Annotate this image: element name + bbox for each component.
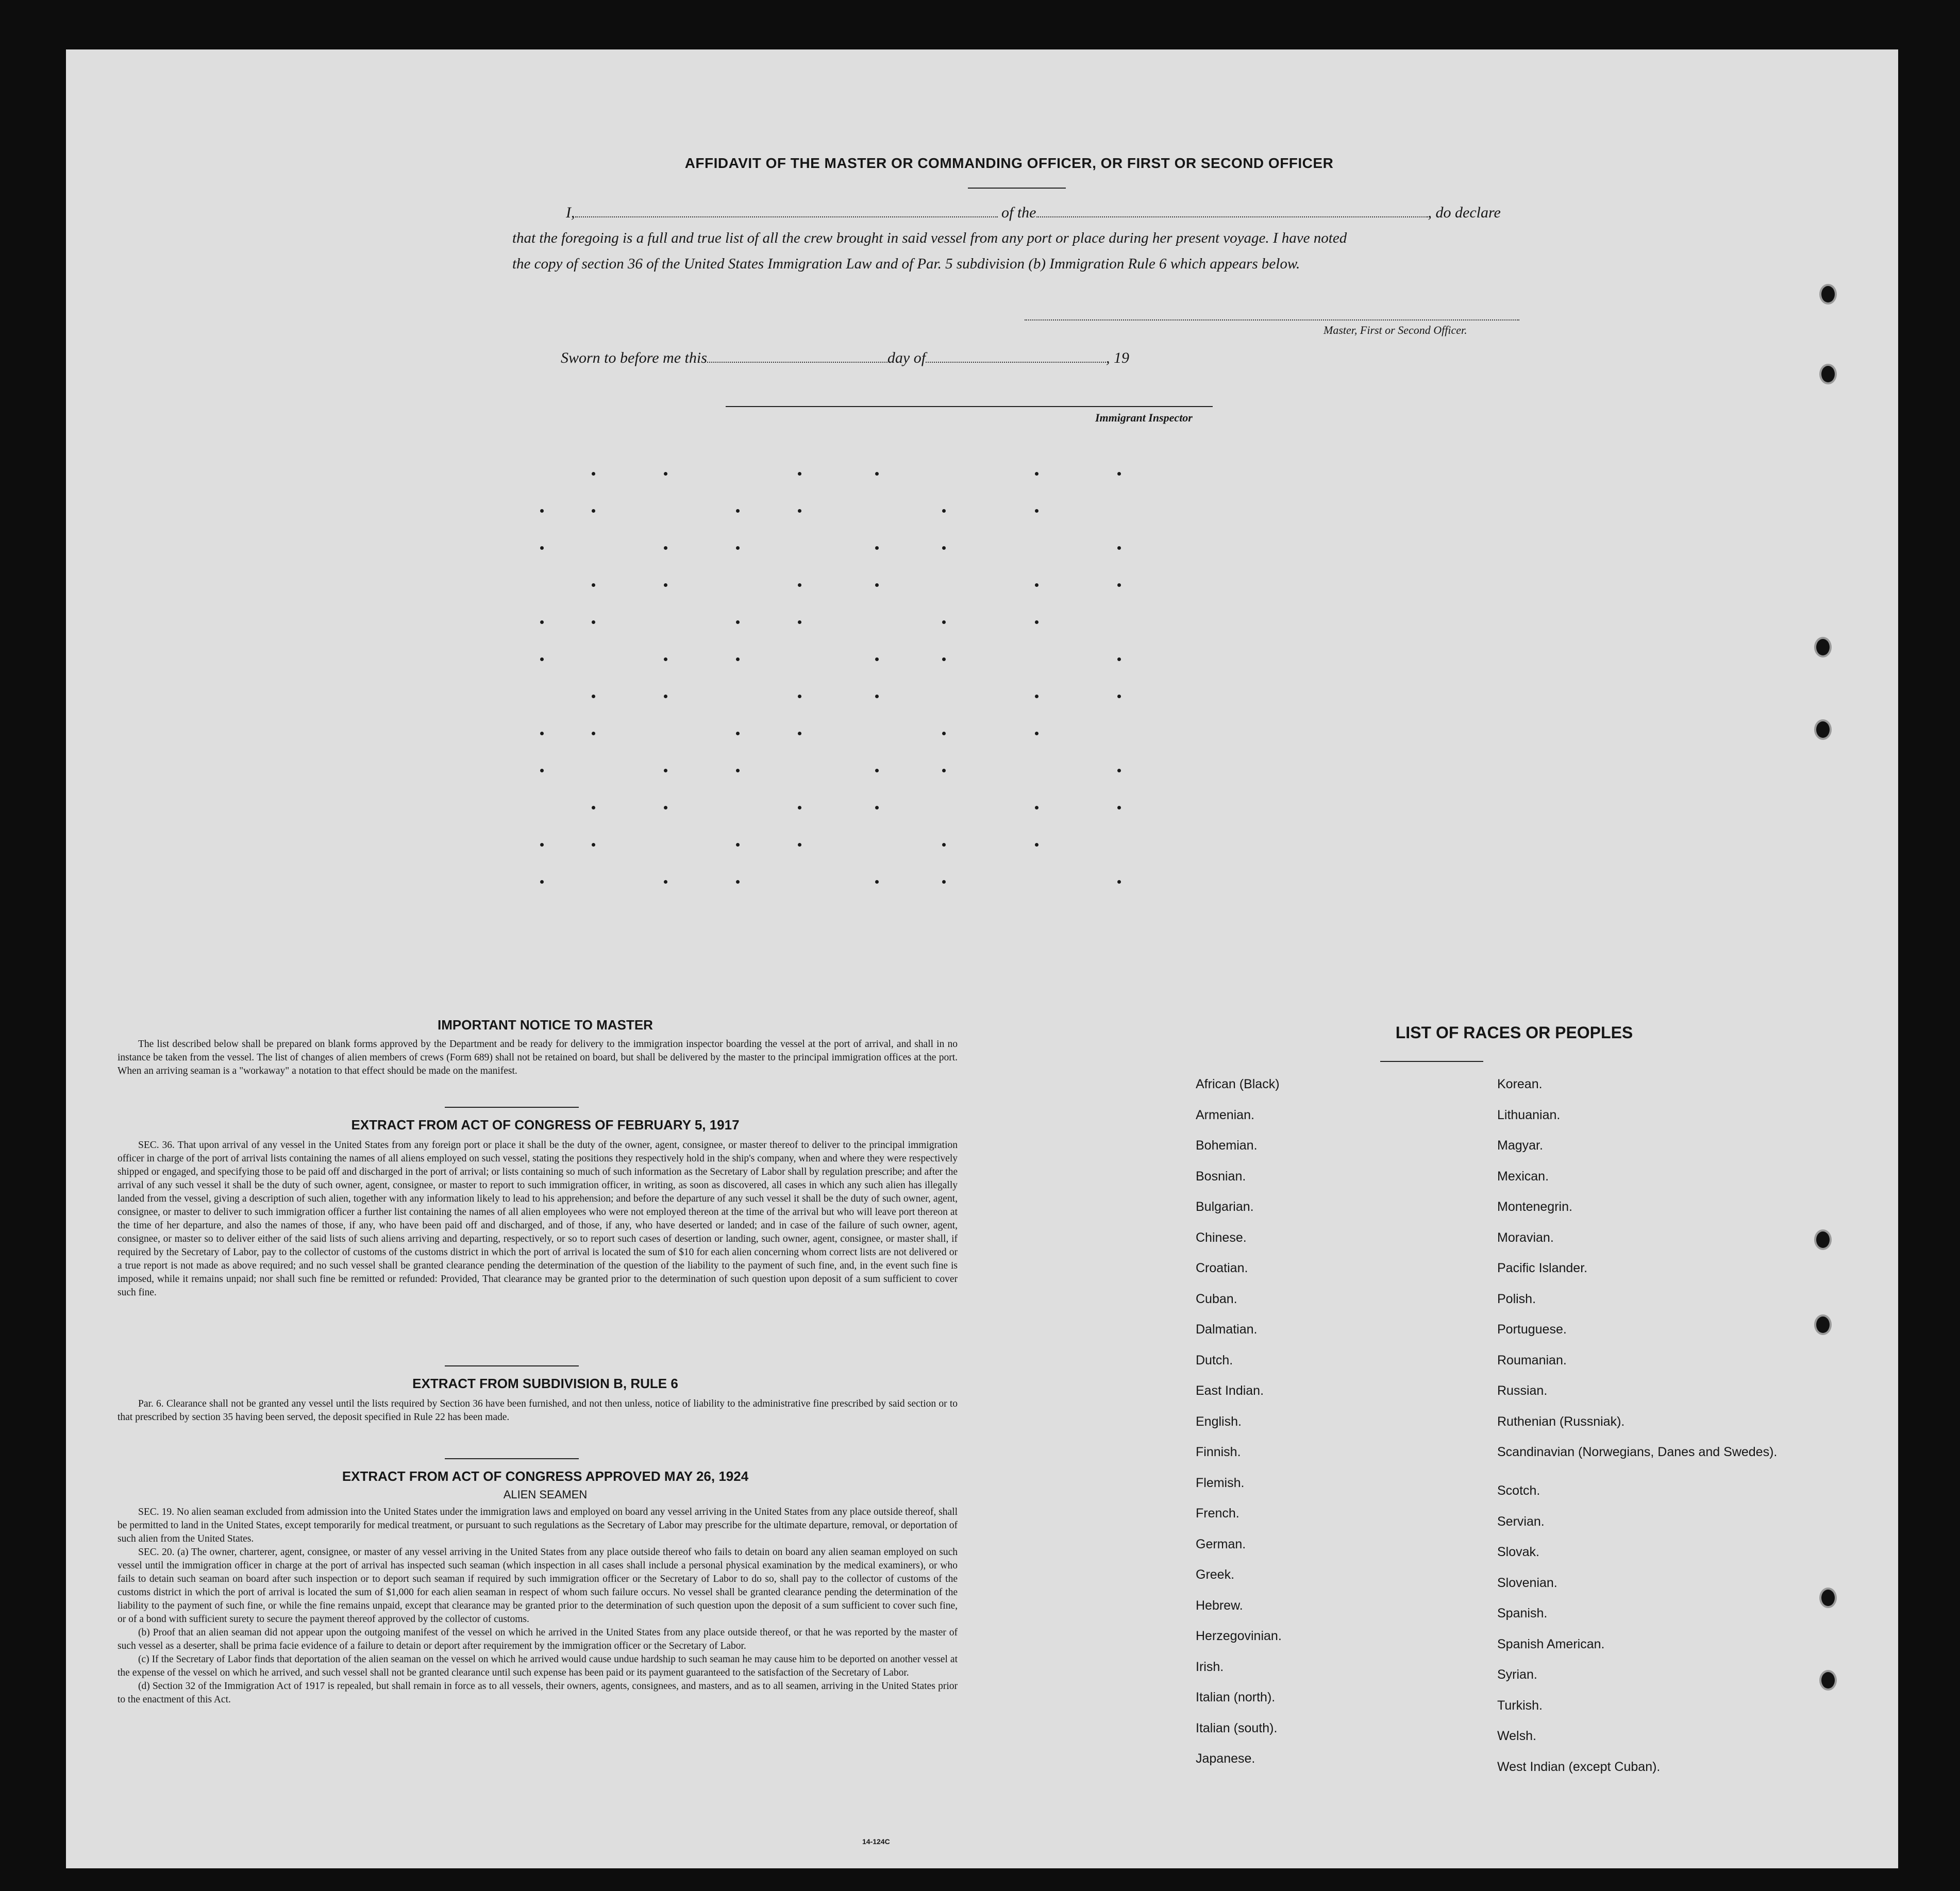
- stray-dot: [942, 732, 946, 735]
- stray-dot: [1035, 843, 1038, 847]
- stray-dot: [875, 695, 879, 698]
- stray-dot: [875, 769, 879, 772]
- stray-dot: [942, 509, 946, 513]
- affidavit-line-2: that the foregoing is a full and true list of all the crew brought in said vessel from any port or place during her present voyage. I have noted: [512, 230, 1347, 246]
- stray-dot: [540, 843, 544, 847]
- inspector-signature-line[interactable]: [726, 406, 1213, 407]
- stray-dot: [592, 732, 595, 735]
- stray-dot: [540, 732, 544, 735]
- stray-dot: [798, 843, 801, 847]
- race-item: Portuguese.: [1497, 1322, 1567, 1337]
- extract-1917-paragraph: SEC. 36. That upon arrival of any vessel in the United States from any foreign port or place it shall be the duty of the owner, agent, consignee, or master thereof to deliver to the principal immigration officer in charge of the port of arrival lists containing the names of all aliens employed on such vessel, stating the positions they respectively hold in the ship's company, when and where they were respectively shipped or engaged, and specifying those to be paid off and discharged in the port of arrival; or lists containing so much of such information as the Secretary of Labor shall by regulation prescribe; and after the arrival of any such vessel it shall be the duty of such owner, agent, consignee, or master to report to such immigration officer, in writing, as soon as discovered, all cases in which any such alien has illegally landed from the vessel, giving a description of such alien, together with any information likely to lead to his apprehension; and before the departure of any such vessel it shall be the duty of such owner, agent, consignee, or master to deliver to such immigration officer a further list containing the names of all alien employees who were not employed thereon at the time of the arrival but who will leave port thereon at the time of her departure, and also the names of those, if any, who have been paid off and discharged, and of those, if any, who have deserted or landed; and in case of the failure of such owner, agent, consignee, or master so to deliver either of the said lists of such aliens arriving and departing, respectively, or so to report such cases of desertion or landing, such owner, agent, consignee, or master shall, if required by the Secretary of Labor, pay to the collector of customs of the customs district in which the port of arrival is located the sum of $10 for each alien concerning whom correct lists are not delivered or a true report is not made as above required; and no such vessel shall be granted clearance pending the determination of the question of the liability to the payment of such fine, and, in the event such fine is imposed, while it remains unpaid; nor shall such fine be remitted or refunded: Provided, That clearance may be granted prior to the determination of such question upon deposit of a sum sufficient to cover such fine.: [118, 1140, 958, 1298]
- extract-1924-title: EXTRACT FROM ACT OF CONGRESS APPROVED MAY 26, 1924: [342, 1468, 749, 1484]
- binder-hole: [1819, 284, 1837, 305]
- stray-dot: [664, 769, 667, 772]
- race-item: Italian (south).: [1196, 1720, 1278, 1735]
- stray-dot: [1035, 732, 1038, 735]
- race-item: Bosnian.: [1196, 1169, 1246, 1184]
- declarant-name-field[interactable]: [575, 216, 998, 217]
- stray-dot: [664, 806, 667, 809]
- stray-dot: [592, 583, 595, 587]
- stray-dot: [664, 695, 667, 698]
- affidavit-of-the-label: of the: [1001, 204, 1036, 221]
- binder-hole: [1814, 637, 1832, 657]
- binder-hole: [1819, 1670, 1837, 1691]
- inspector-caption: Immigrant Inspector: [1095, 411, 1193, 424]
- alien-seamen-subtitle: ALIEN SEAMEN: [503, 1488, 588, 1501]
- stray-dot: [1035, 620, 1038, 624]
- stray-dot: [664, 546, 667, 550]
- divider-3: [445, 1458, 579, 1459]
- binder-hole: [1819, 1588, 1837, 1608]
- stray-dot: [540, 769, 544, 772]
- extract-rule6-paragraph: Par. 6. Clearance shall not be granted any vessel until the lists required by Section 36 have been furnished, and not then unless, notice of liability to the administrative fine prescribed by said section or to that prescribed by section 35 having been served, the deposit specified in Rule 22 has been made.: [118, 1398, 958, 1423]
- affidavit-line-3: the copy of section 36 of the United States Immigration Law and of Par. 5 subdivision (b) Immigration Rule 6 which appears below.: [512, 256, 1300, 272]
- extract-1924-paragraphs: [118, 1506, 958, 1707]
- sec-20d: (d) Section 32 of the Immigration Act of 1917 is repealed, but shall remain in force as to all vessels, their owners, agents, consignees, and masters, and as to all seamen, arriving in the United States prior to the enactment of this Act.: [118, 1681, 958, 1705]
- stray-dot: [1035, 583, 1038, 587]
- stray-dot: [592, 620, 595, 624]
- stray-dot: [798, 806, 801, 809]
- stray-dot: [1035, 695, 1038, 698]
- stray-dot: [1117, 880, 1121, 884]
- stray-dot: [592, 695, 595, 698]
- extract-rule6-title: EXTRACT FROM SUBDIVISION B, RULE 6: [412, 1376, 678, 1391]
- sec-20a: SEC. 20. (a) The owner, charterer, agent, consignee, or master of any vessel arriving in the United States from any place outside thereof who fails to detain on board any alien seaman employed on such vessel until the immigration officer in charge at the port of arrival has inspected such seaman (which inspection in all cases shall include a personal physical examination by the medical examiners), or who fails to detain such seaman on board after such inspection or to deport such seaman if required by such immigration officer or the Secretary of Labor to do so, shall pay to the collector of customs of the customs district in which the port of arrival is located the sum of $1,000 for each alien seaman in respect of whom such failure occurs. No vessel shall be granted clearance pending the determination of the liability to the payment of such fine, or while the fine remains unpaid, except that clearance may be granted prior to the determination of such question upon the deposit of a sum sufficient to cover such fine, or of a bond with sufficient surety to secure the payment thereof approved by the collector of customs.: [118, 1547, 958, 1625]
- stray-dot: [798, 583, 801, 587]
- race-item: English.: [1196, 1414, 1242, 1429]
- stray-dot: [736, 546, 740, 550]
- race-item: Slovenian.: [1497, 1575, 1557, 1590]
- sworn-line: [561, 349, 1129, 367]
- race-item: Ruthenian (Russniak).: [1497, 1414, 1625, 1429]
- binder-hole: [1814, 1314, 1832, 1335]
- race-item: Moravian.: [1497, 1230, 1554, 1245]
- races-right-column: [1497, 1076, 1827, 1789]
- stray-dot: [664, 472, 667, 476]
- stray-dot: [1117, 806, 1121, 809]
- race-item: Turkish.: [1497, 1698, 1543, 1713]
- extract-1917-title: EXTRACT FROM ACT OF CONGRESS OF FEBRUARY 5, 1917: [351, 1117, 740, 1133]
- sec-19: SEC. 19. No alien seaman excluded from admission into the United States under the immigration laws and employed on board any vessel arriving in the United States from any place outside thereof, shall be permitted to land in the United States, except temporarily for medical treatment, or pursuant to such regulations as the Secretary of Labor may prescribe for the ultimate departure, removal, or deportation of such alien from the United States.: [118, 1507, 958, 1544]
- stray-dot: [1117, 657, 1121, 661]
- race-item: Herzegovinian.: [1196, 1629, 1282, 1643]
- race-item: Korean.: [1497, 1077, 1543, 1091]
- stray-dot: [875, 657, 879, 661]
- stray-dot: [1117, 695, 1121, 698]
- document-sheet: [66, 49, 1898, 1868]
- stray-dot: [1035, 472, 1038, 476]
- stray-dot: [798, 695, 801, 698]
- stray-dot: [798, 472, 801, 476]
- stray-dot: [736, 732, 740, 735]
- stray-dot: [540, 509, 544, 513]
- race-item: Bulgarian.: [1196, 1200, 1254, 1214]
- race-item: Mexican.: [1497, 1169, 1549, 1184]
- stray-dot: [1035, 509, 1038, 513]
- stray-dot: [592, 472, 595, 476]
- race-item: Polish.: [1497, 1291, 1536, 1306]
- race-item: Slovak.: [1497, 1545, 1539, 1559]
- race-item: Roumanian.: [1497, 1353, 1567, 1367]
- races-left-column: [1196, 1076, 1484, 1782]
- affidavit-line-1: [566, 204, 1501, 222]
- race-item: Scandinavian (Norwegians, Danes and Swedes).: [1497, 1445, 1778, 1459]
- affidavit-title: AFFIDAVIT OF THE MASTER OR COMMANDING OFFICER, OR FIRST OR SECOND OFFICER: [684, 155, 1334, 171]
- race-item: Irish.: [1196, 1659, 1224, 1674]
- race-item: Greek.: [1196, 1567, 1235, 1582]
- race-item: East Indian.: [1196, 1383, 1264, 1398]
- race-item: West Indian (except Cuban).: [1497, 1759, 1661, 1774]
- stray-dot: [942, 546, 946, 550]
- form-number: 14-124C: [862, 1837, 890, 1846]
- race-item: Spanish.: [1497, 1606, 1548, 1620]
- race-item: Flemish.: [1196, 1475, 1245, 1490]
- race-item: Scotch.: [1497, 1483, 1540, 1498]
- divider-1: [445, 1107, 579, 1108]
- master-signature-line[interactable]: [1025, 319, 1519, 320]
- stray-dot: [798, 620, 801, 624]
- stray-dot: [798, 732, 801, 735]
- race-item: French.: [1196, 1506, 1239, 1521]
- sec-20b: (b) Proof that an alien seaman did not appear upon the outgoing manifest of the vessel on which he arrived in the United States from any place outside thereof, or that he was reported by the master of such vessel as a deserter, shall be prima facie evidence of a failure to detain or deport after requirement by the immigration officer or the Secretary of Labor.: [118, 1627, 958, 1651]
- sworn-label: Sworn to before me this: [561, 349, 707, 366]
- stray-dot: [942, 843, 946, 847]
- divider-2: [445, 1365, 579, 1366]
- stray-dot: [1117, 583, 1121, 587]
- race-item: Magyar.: [1497, 1138, 1543, 1153]
- race-item: Servian.: [1497, 1514, 1545, 1529]
- race-item: Chinese.: [1196, 1230, 1247, 1245]
- race-item: Bohemian.: [1196, 1138, 1258, 1153]
- stray-dot: [736, 509, 740, 513]
- stray-dot: [875, 806, 879, 809]
- stray-dot: [1117, 472, 1121, 476]
- stray-dot: [664, 583, 667, 587]
- affidavit-i-label: I,: [566, 204, 575, 221]
- title-divider: [968, 188, 1066, 189]
- race-item: Syrian.: [1497, 1667, 1537, 1682]
- race-item: Montenegrin.: [1497, 1200, 1572, 1214]
- races-divider: [1380, 1061, 1483, 1062]
- binder-hole: [1819, 364, 1837, 384]
- stray-dot: [592, 509, 595, 513]
- stray-dot: [736, 880, 740, 884]
- stray-dot: [798, 509, 801, 513]
- stray-dot: [1117, 546, 1121, 550]
- day-of-label: day of: [887, 349, 926, 366]
- race-item: Croatian.: [1196, 1261, 1248, 1275]
- sworn-month-field[interactable]: [926, 362, 1106, 363]
- stray-dot: [592, 806, 595, 809]
- race-item: African (Black): [1196, 1077, 1280, 1091]
- stray-dot: [540, 657, 544, 661]
- stray-dot: [942, 657, 946, 661]
- stray-dot: [736, 657, 740, 661]
- affidavit-declare-label: , do declare: [1428, 204, 1501, 221]
- stray-dot: [540, 546, 544, 550]
- stray-dot: [664, 657, 667, 661]
- stray-dot: [736, 843, 740, 847]
- stray-dot: [736, 620, 740, 624]
- year-label: , 19: [1106, 349, 1130, 366]
- sec-20c: (c) If the Secretary of Labor finds that deportation of the alien seaman on the vessel on which he arrived would cause undue hardship to such seaman he may cause him to be deported on another vessel at the expense of the vessel on which he arrived, and such vessel shall not be granted clearance until such expense has been paid or its payment guaranteed to the satisfaction of the Secretary of Labor.: [118, 1654, 958, 1678]
- race-item: Pacific Islander.: [1497, 1261, 1588, 1275]
- race-item: Hebrew.: [1196, 1598, 1243, 1613]
- master-signature-caption: Master, First or Second Officer.: [1324, 324, 1467, 336]
- stray-dot: [942, 880, 946, 884]
- race-item: Dalmatian.: [1196, 1322, 1258, 1337]
- race-item: Spanish American.: [1497, 1636, 1605, 1651]
- stray-dot: [540, 620, 544, 624]
- race-item: Welsh.: [1497, 1729, 1536, 1743]
- vessel-name-field[interactable]: [1036, 216, 1428, 217]
- notice-paragraph: The list described below shall be prepared on blank forms approved by the Department and be ready for delivery to the immigration inspector boarding the vessel at the port of arrival, and shall in no instance be taken from the vessel. The list of changes of alien members of crews (Form 689) shall not be retained on board, but shall be delivered by the master to the principal immigration offices at the port. When an arriving seaman is a "workaway" a notation to that effect should be made on the manifest.: [118, 1039, 958, 1076]
- binder-hole: [1814, 719, 1832, 740]
- race-item: Lithuanian.: [1497, 1107, 1561, 1122]
- notice-title: IMPORTANT NOTICE TO MASTER: [438, 1017, 653, 1033]
- race-item: Japanese.: [1196, 1751, 1255, 1766]
- race-item: German.: [1196, 1537, 1246, 1551]
- binder-hole: [1814, 1229, 1832, 1250]
- stray-dot: [1035, 806, 1038, 809]
- stray-dot: [592, 843, 595, 847]
- race-item: Finnish.: [1196, 1445, 1241, 1459]
- race-item: Armenian.: [1196, 1107, 1254, 1122]
- stray-dot: [540, 880, 544, 884]
- stray-dot: [942, 769, 946, 772]
- stray-dot: [875, 472, 879, 476]
- stray-dot: [942, 620, 946, 624]
- race-item: Cuban.: [1196, 1291, 1237, 1306]
- race-item: Dutch.: [1196, 1353, 1233, 1367]
- race-item: Russian.: [1497, 1383, 1548, 1398]
- race-item: Italian (north).: [1196, 1690, 1276, 1704]
- stray-dot: [875, 546, 879, 550]
- races-title: LIST OF RACES OR PEOPLES: [1395, 1023, 1633, 1042]
- stray-dot: [875, 583, 879, 587]
- sworn-day-field[interactable]: [707, 362, 887, 363]
- stray-dot: [875, 880, 879, 884]
- stray-dot: [664, 880, 667, 884]
- stray-dot: [1117, 769, 1121, 772]
- stray-dot: [736, 769, 740, 772]
